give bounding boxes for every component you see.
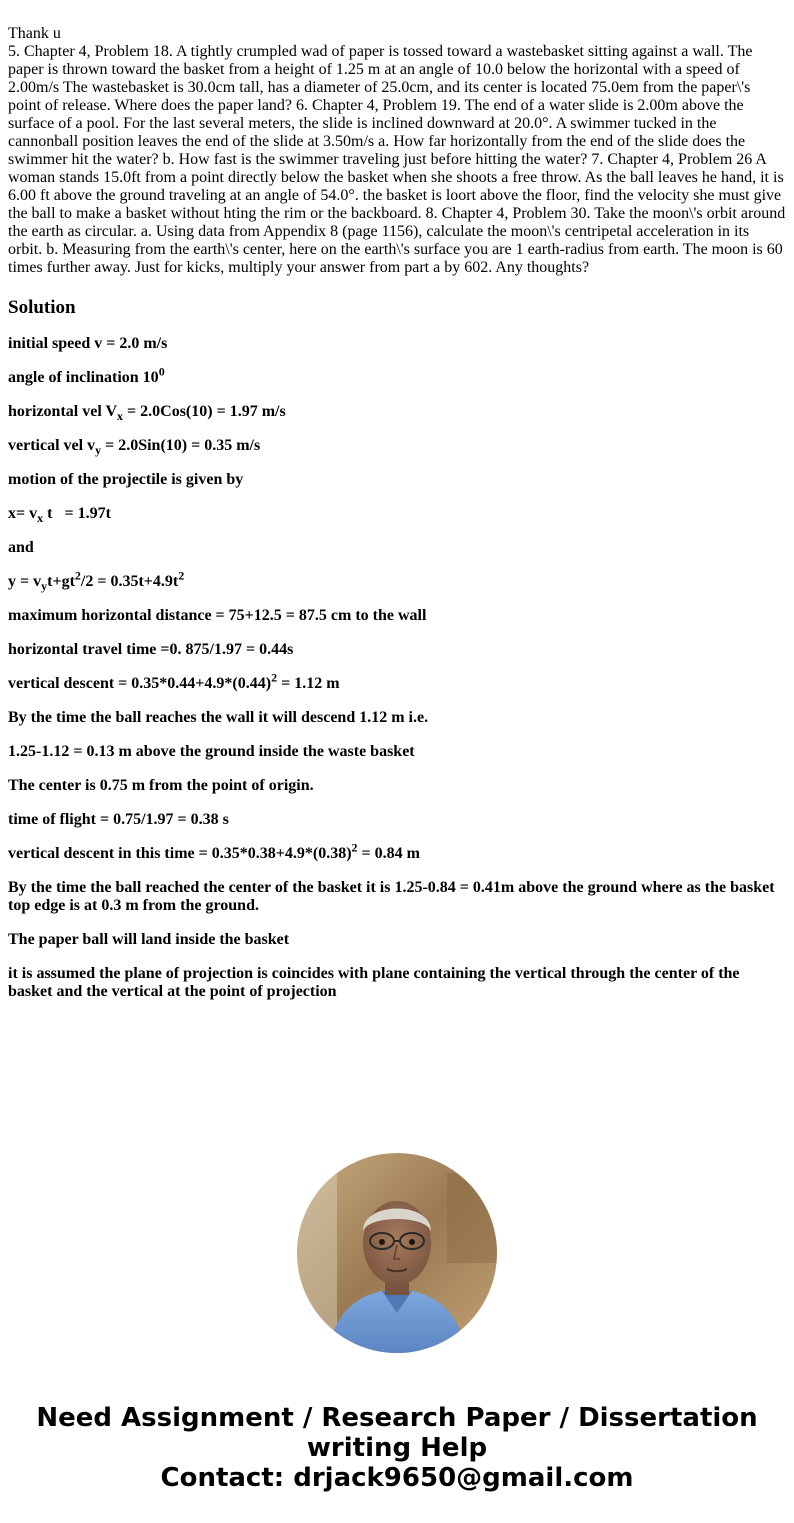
step-motion: motion of the projectile is given by	[8, 471, 244, 488]
y-eq-sup1: 2	[74, 568, 81, 583]
y-eq-text: y = v	[8, 573, 42, 590]
step-horizontal-time: horizontal travel time =0. 875/1.97 = 0.44s	[8, 641, 294, 658]
hvel-text: horizontal vel V	[8, 403, 118, 420]
vvel-text: vertical vel v	[8, 437, 96, 454]
solution-heading: Solution	[8, 297, 76, 318]
promo-line-2: writing Help	[306, 1433, 488, 1463]
step-x-equation	[8, 505, 786, 526]
contact-line[interactable]: Contact: drjack9650@gmail.com	[160, 1463, 634, 1493]
step-initial-speed: initial speed v = 2.0 m/s	[8, 335, 168, 352]
vdesc2-sup: 2	[351, 840, 358, 855]
step-angle-sup: 0	[158, 364, 165, 379]
page-content	[8, 25, 786, 1017]
promo-line-1: Need Assignment / Research Paper / Dissertation	[36, 1403, 758, 1433]
x-eq-sub: x	[37, 511, 44, 526]
solution-steps	[8, 335, 786, 1001]
step-center: The center is 0.75 m from the point of origin.	[8, 777, 314, 794]
hvel-value: = 2.0Cos(10) = 1.97 m/s	[123, 403, 286, 420]
step-angle	[8, 364, 786, 387]
step-reach-center: By the time the ball reached the center of the basket it is 1.25-0.84 = 0.41m above the ground where as the basket top edge is at 0.3 m from the ground.	[8, 879, 775, 914]
step-above-ground: 1.25-1.12 = 0.13 m above the ground inside the waste basket	[8, 743, 415, 760]
vdesc2-text: vertical descent in this time = 0.35*0.38+4.9*(0.38)	[8, 845, 352, 862]
y-eq-value: /2 = 0.35t+4.9t	[80, 573, 179, 590]
step-conclusion: The paper ball will land inside the basket	[8, 931, 290, 948]
step-vertical-descent	[8, 670, 786, 693]
vdesc-text: vertical descent = 0.35*0.44+4.9*(0.44)	[8, 675, 272, 692]
step-horizontal-velocity	[8, 403, 786, 424]
question-intro: Thank u	[8, 25, 61, 42]
vdesc-value: = 1.12 m	[277, 675, 340, 692]
y-eq-mid: t+gt	[47, 573, 75, 590]
step-assumption: it is assumed the plane of projection is coincides with plane containing the vertical through the center of the basket and the vertical at the point of projection	[8, 965, 740, 1000]
promo-footer	[0, 1403, 794, 1493]
question-text: 5. Chapter 4, Problem 18. A tightly crumpled wad of paper is tossed toward a wastebasket sitting against a wall. The paper is thrown toward the basket from a height of 1.25 m at an angle of 10.0 below the horizontal with a speed of 2.00m/s The wastebasket is 30.0cm tall, has a diameter of 25.0cm, and its center is located 75.0em from the paper\'s point of release. Where does the paper land? 6. Chapter 4, Problem 19. The end of a water slide is 2.00m above the surface of a pool. For the last several meters, the slide is inclined downward at 20.0°. A swimmer tucked in the cannonball position leaves the end of the slide at 3.50m/s a. How far horizontally from the end of the slide does the swimmer hit the water? b. How fast is the swimmer traveling just before hitting the water? 7. Chapter 4, Problem 26 A woman stands 15.0ft from a point directly below the basket when she shoots a free throw. As the ball leaves he hand, it is 6.00 ft above the ground traveling at an angle of 54.0°. the basket is loort above the floor, find the velocity she must give the ball to make a basket without hting the rim or the backboard. 8. Chapter 4, Problem 30. Take the moon\'s orbit around the earth as circular. a. Using data from Appendix 8 (page 1156), calculate the moon\'s centripetal acceleration in its orbit. b. Measuring from the earth\'s center, here on the earth\'s surface you are 1 earth-radius from earth. The moon is 60 times further away. Just for kicks, multiply your answer from part a by 602. Any thoughts?	[8, 43, 786, 276]
step-flight-time: time of flight = 0.75/1.97 = 0.38 s	[8, 811, 229, 828]
author-avatar	[297, 1153, 497, 1353]
step-angle-text: angle of inclination 10	[8, 369, 159, 386]
y-eq-sup2: 2	[178, 568, 185, 583]
y-eq-sub: y	[41, 579, 48, 594]
vdesc-sup: 2	[271, 670, 278, 685]
step-y-equation	[8, 568, 786, 594]
x-eq-text: x= v	[8, 505, 38, 522]
vvel-sub: y	[95, 443, 102, 458]
step-and: and	[8, 539, 34, 556]
question-block	[8, 25, 786, 277]
step-vertical-velocity	[8, 437, 786, 458]
hvel-sub: x	[117, 409, 124, 424]
vdesc2-value: = 0.84 m	[357, 845, 420, 862]
step-max-distance: maximum horizontal distance = 75+12.5 = 87.5 cm to the wall	[8, 607, 427, 624]
step-reach-wall: By the time the ball reaches the wall it will descend 1.12 m i.e.	[8, 709, 429, 726]
x-eq-value: t = 1.97t	[43, 505, 111, 522]
step-vertical-descent-2	[8, 840, 786, 863]
vvel-value: = 2.0Sin(10) = 0.35 m/s	[101, 437, 261, 454]
author-photo	[297, 1153, 497, 1353]
